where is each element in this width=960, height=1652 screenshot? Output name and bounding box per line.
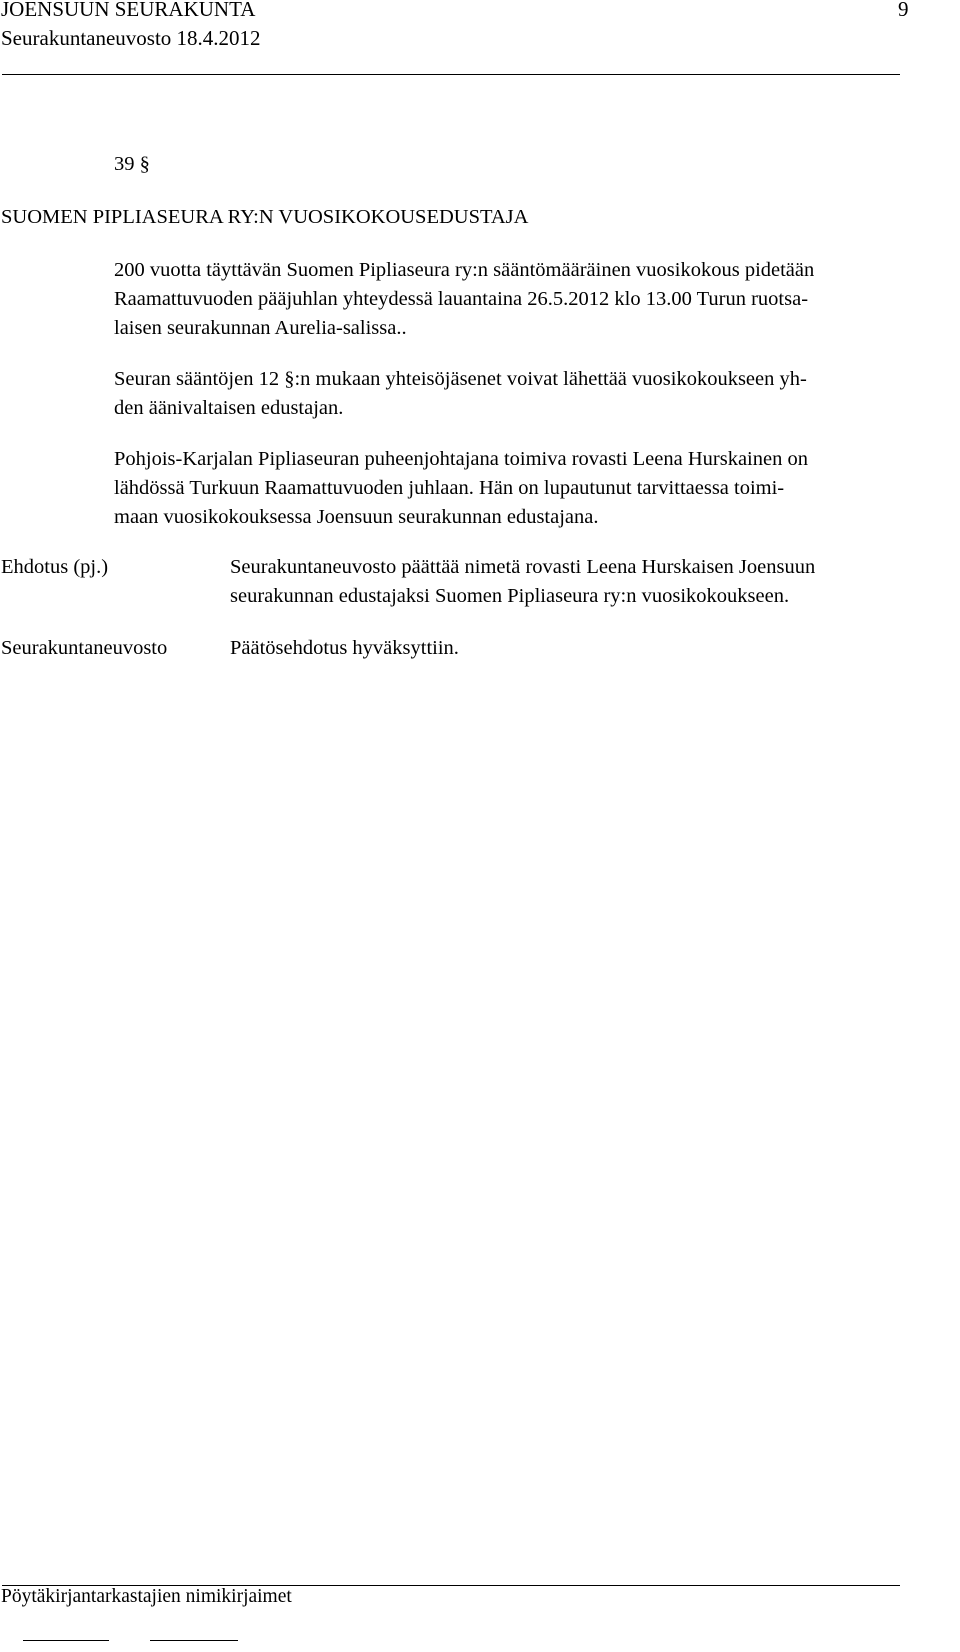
header-rule xyxy=(2,74,900,75)
paragraph-3 xyxy=(114,445,914,532)
decision-label: Seurakuntaneuvosto xyxy=(1,637,168,659)
header-meeting: Seurakuntaneuvosto 18.4.2012 xyxy=(1,26,261,50)
paragraph-line: Seuran sääntöjen 12 §:n mukaan yhteisöjäsenet voivat lähettää vuosikokoukseen yh- xyxy=(114,368,807,390)
paragraph-line: laisen seurakunnan Aurelia-salissa.. xyxy=(114,317,407,339)
paragraph-line: 200 vuotta täyttävän Suomen Pipliaseura ry:n sääntömääräinen vuosikokous pidetään xyxy=(114,259,815,281)
paragraph-line: Raamattuvuoden pääjuhlan yhteydessä lauantaina 26.5.2012 klo 13.00 Turun ruotsa- xyxy=(114,288,809,310)
proposal-text xyxy=(230,553,815,611)
paragraph-line: Pohjois-Karjalan Pipliaseuran puheenjohtajana toimiva rovasti Leena Hurskainen on xyxy=(114,448,808,470)
section-heading xyxy=(114,150,150,179)
page-number: 9 xyxy=(898,0,909,21)
section-number: 39 xyxy=(114,153,135,175)
proposal-line: Seurakuntaneuvosto päättää nimetä rovasti Leena Hurskaisen Joensuun xyxy=(230,556,816,578)
footer-signatures-label: Pöytäkirjantarkastajien nimikirjaimet xyxy=(1,1586,292,1607)
decision-text: Päätösehdotus hyväksyttiin. xyxy=(230,637,459,659)
signature-line-2 xyxy=(150,1640,238,1641)
paragraph-line: den äänivaltaisen edustajan. xyxy=(114,397,344,419)
paragraph-1 xyxy=(114,256,914,343)
section-title: SUOMEN PIPLIASEURA RY:N VUOSIKOKOUSEDUSTAJA xyxy=(1,206,529,228)
header-org: JOENSUUN SEURAKUNTA xyxy=(1,0,256,21)
proposal-label: Ehdotus (pj.) xyxy=(1,556,109,578)
section-symbol: § xyxy=(139,153,150,175)
proposal-line: seurakunnan edustajaksi Suomen Pipliaseura ry:n vuosikokoukseen. xyxy=(230,585,790,607)
paragraph-line: maan vuosikokouksessa Joensuun seurakunnan edustajana. xyxy=(114,506,599,528)
paragraph-line: lähdössä Turkuun Raamattuvuoden juhlaan. Hän on lupautunut tarvittaessa toimi- xyxy=(114,477,785,499)
signature-line-1 xyxy=(23,1640,109,1641)
paragraph-2 xyxy=(114,365,914,423)
